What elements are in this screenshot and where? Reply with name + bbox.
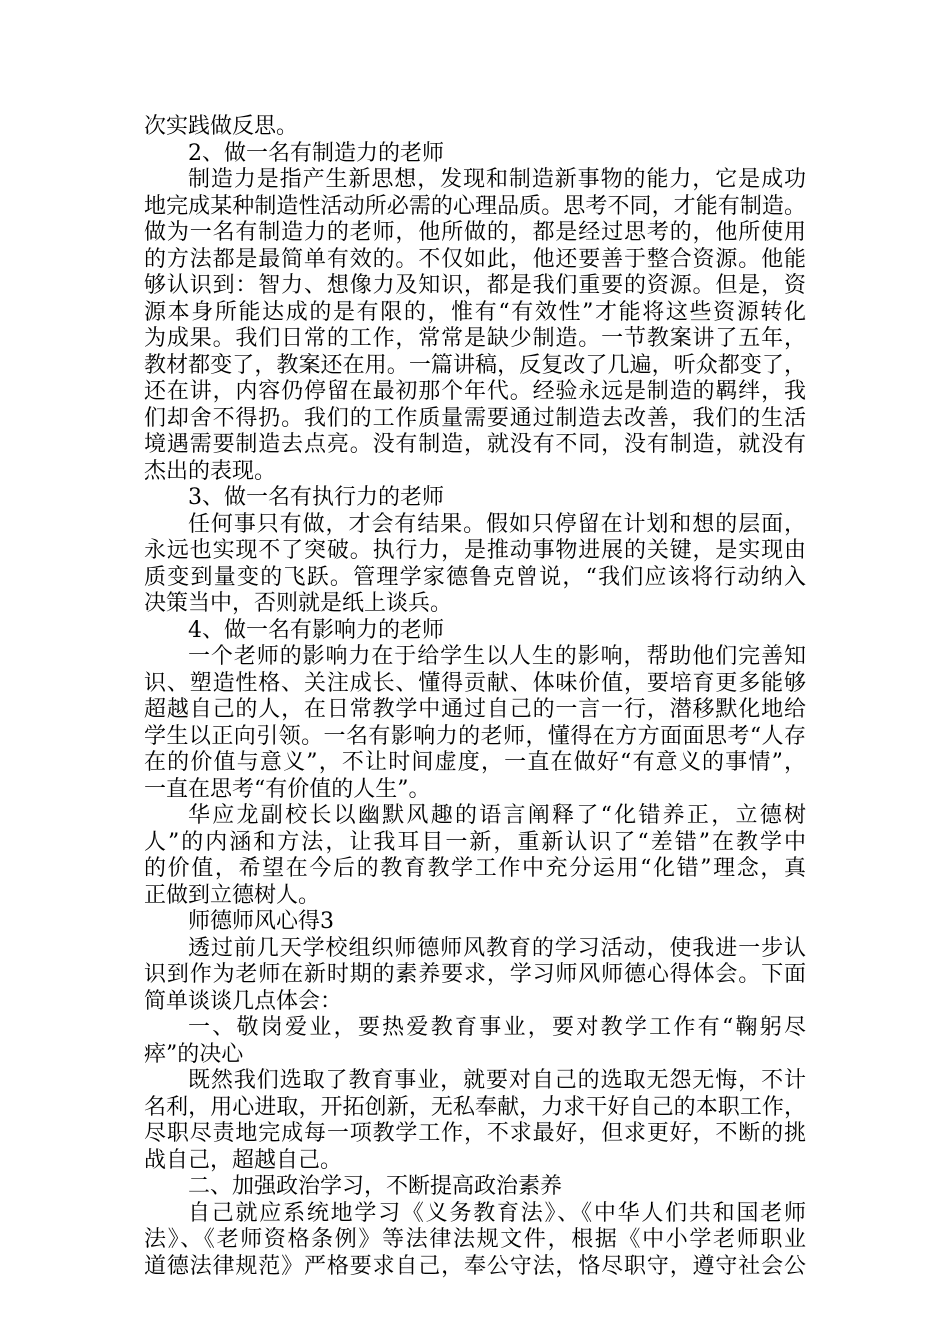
text-line: 识到作为老师在新时期的素养要求，学习师风师德心得体会。下面	[144, 962, 806, 987]
text-line: 人”的内涵和方法，让我耳目一新，重新认识了“差错”在教学中	[144, 829, 806, 855]
text-line: 一、敬岗爱业，要热爱教育事业，要对教学工作有“鞠躬尽	[188, 1015, 806, 1040]
text-line: 既然我们选取了教育事业，就要对自己的选取无怨无悔，不计	[188, 1068, 806, 1093]
text-line: 地完成某种制造性活动所必需的心理品质。思考不同，才能有制造。	[144, 193, 806, 219]
text-line: 一个老师的影响力在于给学生以人生的影响，帮助他们完善知	[188, 644, 806, 669]
text-line: 还在讲，内容仍停留在最初那个年代。经验永远是制造的羁绊，我	[144, 379, 806, 404]
text-line: 透过前几天学校组织师德师风教育的学习活动，使我进一步认	[188, 935, 806, 961]
text-line: 们却舍不得扔。我们的工作质量需要通过制造去改善，我们的生活	[144, 405, 806, 431]
text-line: 制造力是指产生新思想，发现和制造新事物的能力，它是成功	[188, 167, 806, 192]
text-line: 的价值，希望在今后的教育教学工作中充分运用“化错”理念，真	[144, 856, 806, 881]
text-line: 二、加强政治学习，不断提高政治素养	[188, 1174, 563, 1199]
text-line: 自己就应系统地学习《义务教育法》、《中华人们共和国老师	[188, 1200, 806, 1226]
document-page	[144, 114, 806, 1280]
text-line: 尽职尽责地完成每一项教学工作，不求最好，但求更好，不断的挑	[144, 1121, 806, 1146]
text-line: 3、做一名有执行力的老师	[188, 485, 444, 510]
text-line: 够认识到：智力、想像力及知识，都是我们重要的资源。但是，资	[144, 273, 806, 298]
text-line: 决策当中，否则就是纸上谈兵。	[144, 591, 453, 616]
text-line: 境遇需要制造去点亮。没有制造，就没有不同，没有制造，就没有	[144, 432, 806, 457]
text-line: 华应龙副校长以幽默风趣的语言阐释了“化错养正，立德树	[188, 803, 806, 828]
text-line: 学生以正向引领。一名有影响力的老师，懂得在方方面面思考“人存	[144, 723, 806, 749]
text-line: 简单谈谈几点体会：	[144, 988, 343, 1014]
text-line: 杰出的表现。	[144, 458, 277, 484]
text-line: 识、塑造性格、关注成长、懂得贡献、体味价值，要培育更多能够	[144, 670, 806, 696]
text-line: 源本身所能达成的是有限的，惟有“有效性”才能将这些资源转化	[144, 299, 806, 325]
text-line: 超越自己的人，在日常教学中通过自己的一言一行，潜移默化地给	[144, 697, 806, 722]
text-line: 一直在思考“有价值的人生”。	[144, 776, 431, 802]
text-line: 做为一名有制造力的老师，他所做的，都是经过思考的，他所使用	[144, 220, 806, 245]
text-line: 次实践做反思。	[144, 114, 299, 139]
text-line: 2、做一名有制造力的老师	[188, 140, 444, 166]
text-line: 任何事只有做，才会有结果。假如只停留在计划和想的层面，	[188, 511, 806, 537]
text-line: 质变到量变的飞跃。管理学家德鲁克曾说，“我们应该将行动纳入	[144, 564, 806, 590]
text-line: 正做到立德树人。	[144, 882, 321, 908]
text-line: 法》、《老师资格条例》等法律法规文件，根据《中小学老师职业	[144, 1227, 806, 1252]
text-line: 师德师风心得3	[188, 909, 334, 934]
text-line: 道德法律规范》严格要求自己，奉公守法，恪尽职守，遵守社会公	[144, 1253, 806, 1279]
text-line: 教材都变了，教案还在用。一篇讲稿，反复改了几遍，听众都变了，	[144, 352, 806, 378]
text-line: 为成果。我们日常的工作，常常是缺少制造。一节教案讲了五年，	[144, 326, 806, 351]
text-line: 瘁”的决心	[144, 1041, 244, 1067]
text-line: 在的价值与意义”，不让时间虚度，一直在做好“有意义的事情”，	[144, 750, 806, 775]
text-line: 4、做一名有影响力的老师	[188, 617, 444, 643]
text-line: 名利，用心进取，开拓创新，无私奉献，力求干好自己的本职工作，	[144, 1094, 806, 1120]
text-line: 的方法都是最简单有效的。不仅如此，他还要善于整合资源。他能	[144, 246, 806, 272]
text-line: 永远也实现不了突破。执行力，是推动事物进展的关键，是实现由	[144, 538, 806, 563]
text-line: 战自己，超越自己。	[144, 1147, 343, 1173]
